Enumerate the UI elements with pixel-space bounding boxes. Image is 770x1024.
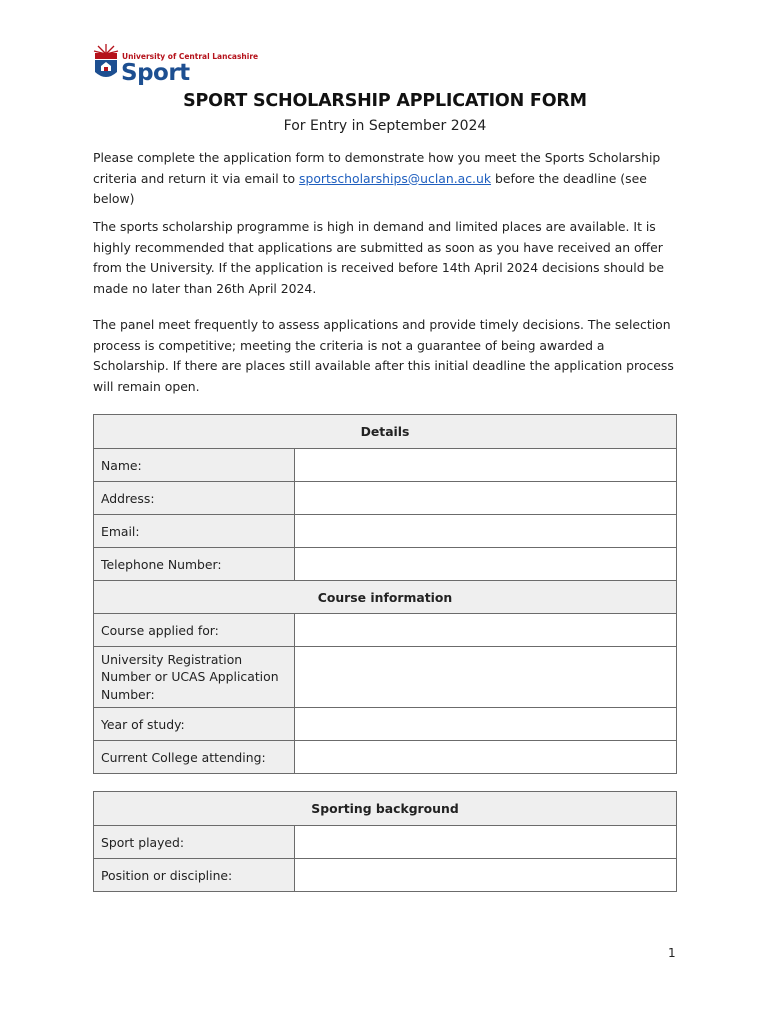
name-field[interactable] [295,449,677,482]
panel-paragraph: The panel meet frequently to assess applications and provide timely decisions. The selection process is competitive; meeting the criteria is not a guarantee of being awarded a Scholarship. If there are places still available after this initial deadline the application process will remain open. [93,317,674,394]
details-heading-row [94,415,677,449]
table-row [94,708,677,741]
current-college-field[interactable] [295,741,677,774]
registration-number-label: University Registration Number or UCAS Application Number: [94,647,295,708]
sporting-heading: Sporting background [94,792,677,826]
sport-played-label: Sport played: [94,826,295,859]
course-applied-label: Course applied for: [94,614,295,647]
sporting-heading-row [94,792,677,826]
table-row [94,826,677,859]
table-row [94,482,677,515]
page-number: 1 [668,946,676,960]
email-link[interactable]: sportscholarships@uclan.ac.uk [299,170,492,186]
name-label: Name: [94,449,295,482]
table-row [94,741,677,774]
year-of-study-field[interactable] [295,708,677,741]
details-table [93,414,677,774]
address-label: Address: [94,482,295,515]
page-subtitle: For Entry in September 2024 [283,118,487,134]
table-row [94,859,677,892]
sport-played-field[interactable] [295,826,677,859]
table-row [94,449,677,482]
table-row [94,515,677,548]
current-college-label: Current College attending: [94,741,295,774]
telephone-label: Telephone Number: [94,548,295,581]
course-applied-field[interactable] [295,614,677,647]
demand-paragraph: The sports scholarship programme is high in demand and limited places are available. It is highly recommended that applications are submitted as soon as you have received an offer from the University. If the application is received before 14th April 2024 decisions should be made no later than 26th April 2024. [93,219,665,296]
address-field[interactable] [295,482,677,515]
year-of-study-label: Year of study: [94,708,295,741]
email-field[interactable] [295,515,677,548]
table-row [94,647,677,708]
uclan-sport-logo [92,42,259,88]
table-row [94,548,677,581]
table-row [94,614,677,647]
position-label: Position or discipline: [94,859,295,892]
course-heading-row [94,581,677,614]
sporting-background-table [93,791,677,892]
intro-text-after: before the deadline (see below) [93,170,647,206]
university-name: University of Central Lancashire [122,52,259,61]
intro-text-before: Please complete the application form to demonstrate how you meet the Sports Scholarship criteria and return it via email to [93,150,661,186]
intro-paragraph [93,148,683,210]
details-heading: Details [94,415,677,449]
page-title: SPORT SCHOLARSHIP APPLICATION FORM [183,91,587,111]
crest-icon [92,42,120,88]
position-field[interactable] [295,859,677,892]
email-label: Email: [94,515,295,548]
registration-number-field[interactable] [295,647,677,708]
course-heading: Course information [94,581,677,614]
telephone-field[interactable] [295,548,677,581]
sport-wordmark: Sport [121,60,190,86]
